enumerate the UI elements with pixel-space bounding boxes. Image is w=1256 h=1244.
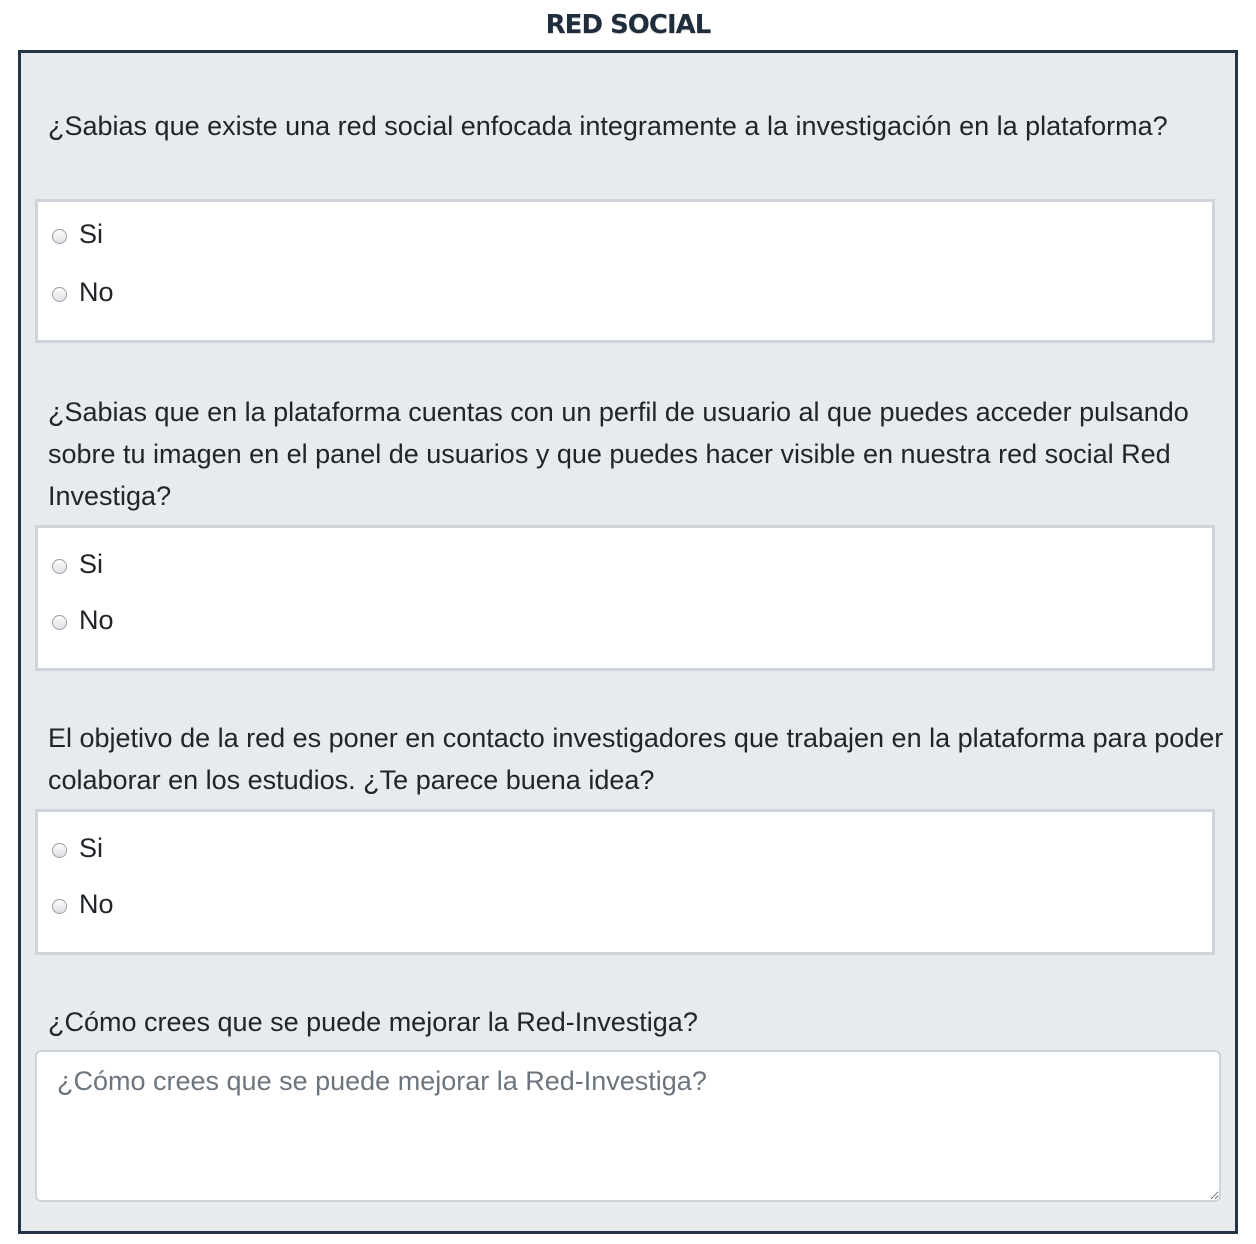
- question-1-option-no[interactable]: [52, 272, 114, 312]
- question-3-options: [35, 809, 1215, 955]
- option-label: Si: [79, 218, 104, 249]
- question-1-text: ¿Sabias que existe una red social enfocada integramente a la investigación en la plataforma?: [48, 111, 1168, 141]
- survey-panel: [18, 50, 1238, 1234]
- question-3-text: El objetivo de la red es poner en contacto investigadores que trabajen en la plataforma para poder colaborar en los estudios. ¿Te parece buena idea?: [48, 723, 1224, 795]
- improvement-textarea[interactable]: [35, 1050, 1221, 1202]
- question-1-option-si[interactable]: [52, 214, 103, 254]
- option-label: No: [79, 276, 114, 307]
- radio-icon[interactable]: [52, 559, 67, 574]
- option-label: Si: [79, 548, 104, 579]
- question-2-options: [35, 525, 1215, 671]
- radio-icon[interactable]: [52, 843, 67, 858]
- radio-icon[interactable]: [52, 899, 67, 914]
- question-2-option-si[interactable]: [52, 544, 103, 584]
- question-2-option-no[interactable]: [52, 600, 114, 640]
- radio-icon[interactable]: [52, 615, 67, 630]
- radio-icon[interactable]: [52, 287, 67, 302]
- option-label: No: [79, 888, 114, 919]
- option-label: No: [79, 604, 114, 635]
- question-1-options: [35, 199, 1215, 343]
- radio-icon[interactable]: [52, 229, 67, 244]
- option-label: Si: [79, 832, 104, 863]
- question-2-text: ¿Sabias que en la plataforma cuentas con un perfil de usuario al que puedes acceder pulsando sobre tu imagen en el panel de usuarios y que puedes hacer visible en nuestra red social Red Investiga?: [48, 397, 1189, 511]
- question-3-option-no[interactable]: [52, 884, 114, 924]
- section-title: RED SOCIAL: [545, 10, 711, 40]
- question-3-option-si[interactable]: [52, 828, 103, 868]
- improvement-label: ¿Cómo crees que se puede mejorar la Red-Investiga?: [48, 1007, 698, 1037]
